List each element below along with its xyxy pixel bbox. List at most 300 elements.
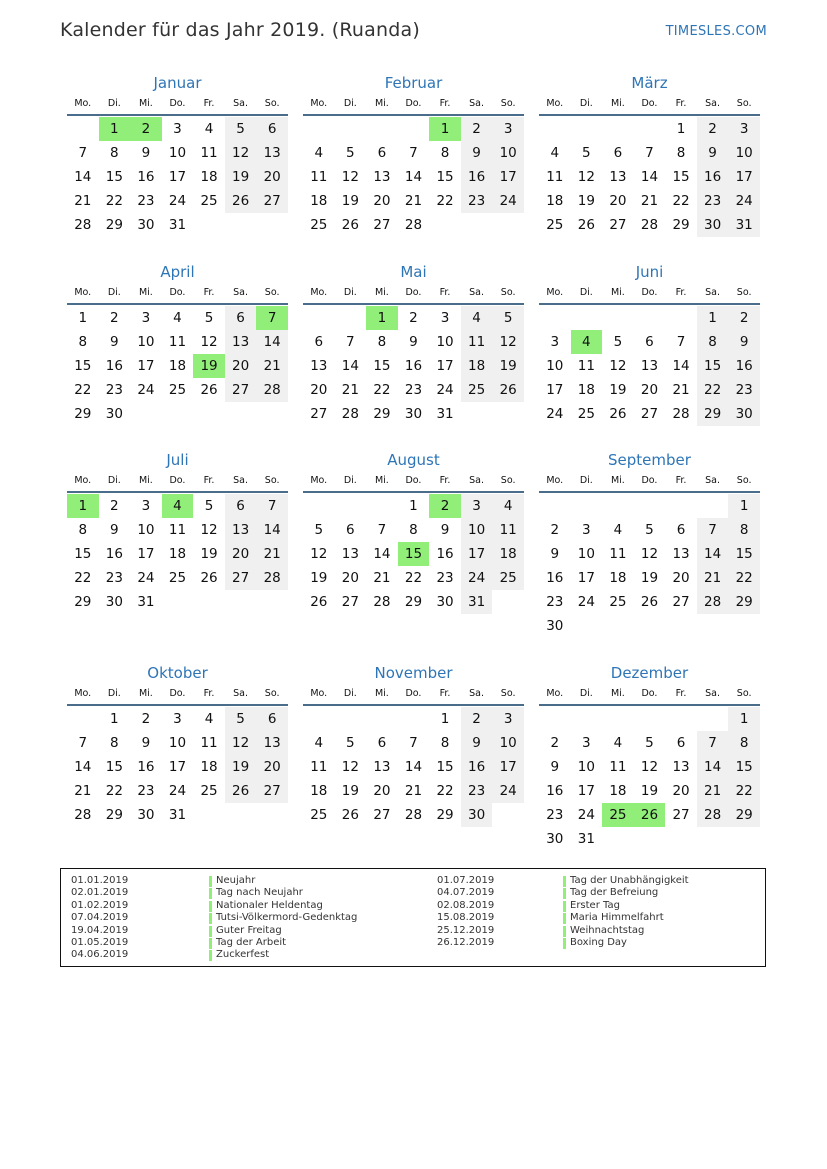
- empty-cell: [256, 213, 288, 237]
- day-cell: 28: [697, 803, 729, 827]
- legend-right-names: [563, 875, 689, 949]
- day-cell: 31: [728, 213, 760, 237]
- day-cell: 16: [137, 759, 155, 775]
- day-cell: 4: [492, 494, 524, 518]
- day-cell: 22: [728, 566, 760, 590]
- empty-cell: [602, 494, 634, 518]
- day-cell: 30: [728, 402, 760, 426]
- weekday-header: [303, 684, 524, 706]
- day-cell: 25: [546, 217, 564, 233]
- day-cell: 11: [609, 759, 627, 775]
- day-cell: 30: [436, 594, 454, 610]
- empty-cell: [492, 402, 524, 426]
- empty-cell: [256, 590, 288, 614]
- weekday-label: Fr.: [439, 688, 451, 699]
- week-row: [67, 803, 288, 827]
- weekday-label: Sa.: [469, 98, 485, 109]
- day-cell: 23: [728, 378, 760, 402]
- day-cell: 28: [74, 217, 92, 233]
- empty-cell: [539, 306, 571, 330]
- empty-cell: [130, 402, 162, 426]
- legend-holiday-name: Tag nach Neujahr: [209, 887, 357, 899]
- weekday-label: Sa.: [705, 98, 721, 109]
- day-cell: 26: [200, 570, 218, 586]
- empty-cell: [398, 117, 430, 141]
- day-cell: 5: [225, 117, 257, 141]
- day-cell: 31: [168, 217, 187, 233]
- week-row: [303, 755, 524, 779]
- day-cell: 22: [728, 779, 760, 803]
- week-row: [67, 755, 288, 779]
- week-row: [303, 330, 524, 354]
- empty-cell: [225, 803, 257, 827]
- day-cell: 11: [492, 518, 524, 542]
- day-cell: 8: [728, 518, 760, 542]
- day-cell: 15: [436, 759, 454, 775]
- day-cell: 1: [697, 306, 729, 330]
- day-cell: 15: [697, 354, 729, 378]
- empty-cell: [366, 117, 398, 141]
- day-cell: 20: [373, 783, 391, 799]
- day-cell: 18: [461, 354, 493, 378]
- weekday-label: Do.: [169, 98, 186, 109]
- day-cell: 1: [366, 306, 398, 330]
- weekday-label: Di.: [343, 475, 357, 486]
- legend-date: 19.04.2019: [71, 924, 129, 936]
- weekday-label: So.: [264, 475, 280, 486]
- weekday-label: Do.: [405, 98, 422, 109]
- empty-cell: [728, 827, 760, 851]
- empty-cell: [634, 614, 666, 638]
- day-cell: 14: [697, 542, 729, 566]
- day-cell: 8: [440, 735, 450, 751]
- day-cell: 12: [225, 141, 257, 165]
- weekday-label: So.: [500, 475, 516, 486]
- day-cell: 29: [105, 807, 123, 823]
- month-name: Februar: [384, 74, 443, 92]
- day-cell: 24: [492, 779, 524, 803]
- weekday-label: Do.: [405, 287, 422, 298]
- month-februar: [303, 72, 524, 237]
- day-cell: 14: [404, 759, 423, 775]
- weekday-label: So.: [500, 287, 516, 298]
- month-september: [539, 449, 760, 638]
- day-cell: 16: [461, 165, 493, 189]
- empty-cell: [665, 707, 697, 731]
- day-cell: 10: [577, 546, 595, 562]
- weekday-label: Fr.: [203, 688, 215, 699]
- day-cell: 29: [404, 594, 423, 610]
- legend-left-names: [209, 875, 357, 962]
- week-row: [539, 117, 760, 141]
- empty-cell: [303, 306, 335, 330]
- day-cell: 30: [546, 618, 564, 634]
- empty-cell: [461, 213, 493, 237]
- week-row: [539, 189, 760, 213]
- weekday-label: Sa.: [233, 287, 249, 298]
- month-name: Dezember: [610, 664, 689, 682]
- weekday-label: So.: [264, 287, 280, 298]
- month-name: August: [387, 451, 440, 469]
- day-cell: 6: [645, 334, 654, 350]
- day-cell: 14: [404, 169, 423, 185]
- week-row: [539, 402, 760, 426]
- day-cell: 29: [74, 406, 92, 422]
- week-row: [303, 306, 524, 330]
- day-cell: 15: [74, 546, 92, 562]
- day-cell: 20: [373, 193, 391, 209]
- empty-cell: [256, 402, 288, 426]
- legend-holiday-name: Tag der Unabhängigkeit: [563, 875, 689, 887]
- empty-cell: [571, 494, 603, 518]
- day-cell: 28: [640, 217, 659, 233]
- day-cell: 9: [461, 731, 493, 755]
- weekday-label: Sa.: [705, 287, 721, 298]
- day-cell: 10: [461, 518, 493, 542]
- weekday-label: Mi.: [610, 98, 625, 109]
- week-row: [539, 330, 760, 354]
- day-cell: 18: [200, 169, 218, 185]
- day-cell: 17: [461, 542, 493, 566]
- day-cell: 16: [137, 169, 155, 185]
- day-cell: 30: [137, 217, 155, 233]
- empty-cell: [67, 707, 99, 731]
- day-cell: 8: [110, 735, 119, 751]
- weekday-header: [539, 94, 760, 116]
- day-cell: 1: [676, 121, 686, 137]
- empty-cell: [303, 117, 335, 141]
- day-cell: 9: [409, 334, 418, 350]
- day-cell: 19: [341, 783, 359, 799]
- weekday-label: Do.: [641, 287, 658, 298]
- day-cell: 3: [141, 498, 151, 514]
- day-cell: 10: [168, 735, 187, 751]
- day-cell: 13: [256, 141, 288, 165]
- weekday-label: Di.: [343, 98, 357, 109]
- day-cell: 21: [640, 193, 659, 209]
- empty-cell: [728, 614, 760, 638]
- day-cell: 30: [546, 831, 564, 847]
- week-row: [303, 189, 524, 213]
- month-name: Mai: [400, 263, 427, 281]
- weekday-label: Fr.: [203, 287, 215, 298]
- day-cell: 18: [168, 358, 187, 374]
- weekday-header: [303, 471, 524, 493]
- empty-cell: [571, 306, 603, 330]
- day-cell: 7: [697, 731, 729, 755]
- legend-date: 01.07.2019: [437, 875, 495, 886]
- day-cell: 27: [310, 406, 328, 422]
- empty-cell: [225, 402, 257, 426]
- weekday-label: Sa.: [469, 475, 485, 486]
- day-cell: 23: [137, 193, 155, 209]
- day-cell: 2: [550, 522, 560, 538]
- day-cell: 19: [193, 354, 225, 378]
- day-cell: 24: [436, 382, 454, 398]
- weekday-label: Do.: [641, 98, 658, 109]
- legend-holiday-name: Guter Freitag: [209, 925, 357, 937]
- day-cell: 27: [640, 406, 659, 422]
- day-cell: 17: [168, 169, 187, 185]
- day-cell: 22: [697, 378, 729, 402]
- day-cell: 10: [137, 522, 155, 538]
- day-cell: 24: [728, 189, 760, 213]
- weekday-label: Mo.: [74, 287, 92, 298]
- day-cell: 26: [341, 217, 359, 233]
- month-juli: [67, 449, 288, 614]
- day-cell: 2: [461, 117, 493, 141]
- day-cell: 20: [256, 165, 288, 189]
- empty-cell: [571, 614, 603, 638]
- week-row: [539, 165, 760, 189]
- day-cell: 27: [225, 566, 257, 590]
- day-cell: 8: [728, 731, 760, 755]
- day-cell: 10: [436, 334, 454, 350]
- day-cell: 1: [728, 707, 760, 731]
- brand-link[interactable]: TIMESLES.COM: [665, 24, 767, 39]
- day-cell: 24: [546, 406, 564, 422]
- day-cell: 24: [577, 594, 595, 610]
- weekday-label: Di.: [107, 287, 121, 298]
- day-cell: 6: [225, 494, 257, 518]
- empty-cell: [256, 803, 288, 827]
- week-row: [303, 141, 524, 165]
- empty-cell: [193, 590, 225, 614]
- day-cell: 21: [74, 193, 92, 209]
- week-row: [539, 614, 760, 638]
- empty-cell: [225, 213, 257, 237]
- day-cell: 3: [582, 735, 591, 751]
- empty-cell: [335, 707, 367, 731]
- day-cell: 8: [697, 330, 729, 354]
- day-cell: 25: [200, 193, 218, 209]
- day-cell: 13: [341, 546, 359, 562]
- day-cell: 26: [225, 189, 257, 213]
- empty-cell: [602, 827, 634, 851]
- day-cell: 14: [74, 759, 92, 775]
- day-cell: 5: [492, 306, 524, 330]
- day-cell: 7: [78, 145, 88, 161]
- weekday-label: Do.: [169, 688, 186, 699]
- day-cell: 2: [429, 494, 461, 518]
- empty-cell: [67, 117, 99, 141]
- month-januar: [67, 72, 288, 237]
- day-cell: 17: [546, 382, 564, 398]
- day-cell: 28: [256, 566, 288, 590]
- weekday-label: Mi.: [138, 287, 153, 298]
- day-cell: 30: [697, 213, 729, 237]
- empty-cell: [697, 494, 729, 518]
- day-cell: 9: [461, 141, 493, 165]
- week-row: [67, 779, 288, 803]
- empty-cell: [398, 707, 430, 731]
- week-row: [67, 494, 288, 518]
- month-märz: [539, 72, 760, 237]
- day-cell: 23: [105, 570, 123, 586]
- empty-cell: [665, 827, 697, 851]
- day-cell: 21: [697, 566, 729, 590]
- day-cell: 26: [492, 378, 524, 402]
- day-cell: 31: [168, 807, 187, 823]
- week-row: [67, 306, 288, 330]
- weekday-header: [67, 684, 288, 706]
- weekday-label: Do.: [405, 688, 422, 699]
- day-cell: 15: [105, 759, 123, 775]
- day-cell: 5: [314, 522, 324, 538]
- weekday-label: So.: [500, 98, 516, 109]
- day-cell: 3: [173, 121, 182, 137]
- day-cell: 20: [341, 570, 359, 586]
- day-cell: 9: [141, 145, 151, 161]
- week-row: [303, 213, 524, 237]
- legend-date: 02.08.2019: [437, 899, 495, 911]
- weekday-label: Mi.: [610, 287, 625, 298]
- day-cell: 10: [546, 358, 564, 374]
- weekday-label: Di.: [579, 287, 593, 298]
- day-cell: 1: [99, 117, 131, 141]
- week-row: [67, 330, 288, 354]
- day-cell: 29: [728, 590, 760, 614]
- day-cell: 5: [346, 145, 355, 161]
- month-mai: [303, 261, 524, 426]
- day-cell: 12: [341, 759, 359, 775]
- legend-holiday-name: Erster Tag: [563, 900, 689, 912]
- empty-cell: [366, 707, 398, 731]
- day-cell: 9: [141, 735, 151, 751]
- legend-holiday-name: Neujahr: [209, 875, 357, 887]
- week-row: [539, 590, 760, 614]
- weekday-label: Mi.: [374, 475, 389, 486]
- weekday-label: So.: [736, 98, 752, 109]
- legend-right-dates: [437, 875, 494, 949]
- week-row: [67, 213, 288, 237]
- day-cell: 7: [256, 306, 288, 330]
- weekday-label: Mi.: [138, 475, 153, 486]
- day-cell: 21: [404, 783, 423, 799]
- empty-cell: [634, 117, 666, 141]
- day-cell: 5: [582, 145, 591, 161]
- legend-holiday-name: Tutsi-Völkermord-Gedenktag: [209, 912, 357, 924]
- day-cell: 6: [225, 306, 257, 330]
- legend-date: 01.01.2019: [71, 875, 129, 886]
- empty-cell: [335, 494, 367, 518]
- day-cell: 8: [110, 145, 119, 161]
- weekday-label: Do.: [641, 475, 658, 486]
- day-cell: 1: [728, 494, 760, 518]
- day-cell: 2: [728, 306, 760, 330]
- day-cell: 18: [609, 783, 627, 799]
- day-cell: 6: [377, 145, 387, 161]
- day-cell: 5: [225, 707, 257, 731]
- month-name: Juli: [166, 451, 189, 469]
- week-row: [539, 827, 760, 851]
- day-cell: 11: [461, 330, 493, 354]
- weekday-label: Di.: [107, 688, 121, 699]
- empty-cell: [697, 614, 729, 638]
- day-cell: 4: [162, 494, 194, 518]
- day-cell: 3: [728, 117, 760, 141]
- empty-cell: [461, 402, 493, 426]
- day-cell: 13: [225, 330, 257, 354]
- day-cell: 28: [256, 378, 288, 402]
- day-cell: 23: [697, 189, 729, 213]
- week-row: [539, 518, 760, 542]
- day-cell: 27: [225, 378, 257, 402]
- legend-date: 25.12.2019: [437, 924, 495, 936]
- day-cell: 26: [577, 217, 595, 233]
- day-cell: 7: [697, 518, 729, 542]
- day-cell: 13: [672, 546, 690, 562]
- weekday-label: Fr.: [675, 287, 687, 298]
- weekday-label: Mo.: [74, 98, 92, 109]
- week-row: [67, 165, 288, 189]
- day-cell: 16: [404, 358, 423, 374]
- week-row: [539, 755, 760, 779]
- day-cell: 21: [74, 783, 92, 799]
- weekday-label: Di.: [579, 688, 593, 699]
- day-cell: 25: [310, 217, 328, 233]
- month-april: [67, 261, 288, 426]
- day-cell: 9: [110, 522, 119, 538]
- day-cell: 22: [105, 193, 123, 209]
- empty-cell: [303, 707, 335, 731]
- day-cell: 27: [672, 594, 690, 610]
- legend-date: 26.12.2019: [437, 936, 495, 948]
- week-row: [67, 518, 288, 542]
- legend-date: 01.02.2019: [71, 899, 129, 911]
- weekday-label: Mo.: [310, 98, 328, 109]
- day-cell: 4: [204, 711, 214, 727]
- day-cell: 24: [137, 570, 155, 586]
- day-cell: 31: [461, 590, 493, 614]
- weekday-header: [67, 283, 288, 305]
- day-cell: 27: [341, 594, 359, 610]
- weekday-label: Mo.: [546, 287, 564, 298]
- day-cell: 22: [436, 783, 454, 799]
- weekday-label: Mi.: [374, 688, 389, 699]
- day-cell: 20: [672, 570, 690, 586]
- day-cell: 27: [373, 807, 391, 823]
- weekday-label: Fr.: [675, 688, 687, 699]
- day-cell: 15: [105, 169, 123, 185]
- day-cell: 25: [168, 382, 187, 398]
- weekday-header: [539, 684, 760, 706]
- day-cell: 10: [492, 141, 524, 165]
- week-row: [303, 378, 524, 402]
- day-cell: 15: [74, 358, 92, 374]
- day-cell: 3: [550, 334, 560, 350]
- day-cell: 11: [200, 145, 218, 161]
- day-cell: 12: [609, 358, 627, 374]
- week-row: [303, 542, 524, 566]
- day-cell: 22: [436, 193, 454, 209]
- weekday-label: Di.: [107, 98, 121, 109]
- day-cell: 19: [341, 193, 359, 209]
- weekday-label: Mo.: [74, 688, 92, 699]
- weekday-label: Mi.: [610, 475, 625, 486]
- week-row: [539, 354, 760, 378]
- day-cell: 13: [256, 731, 288, 755]
- day-cell: 29: [697, 402, 729, 426]
- day-cell: 1: [409, 498, 418, 514]
- day-cell: 7: [645, 145, 654, 161]
- weekday-label: Do.: [405, 475, 422, 486]
- day-cell: 10: [168, 145, 187, 161]
- day-cell: 29: [74, 594, 92, 610]
- month-name: Juni: [635, 263, 664, 281]
- day-cell: 6: [256, 707, 288, 731]
- empty-cell: [492, 213, 524, 237]
